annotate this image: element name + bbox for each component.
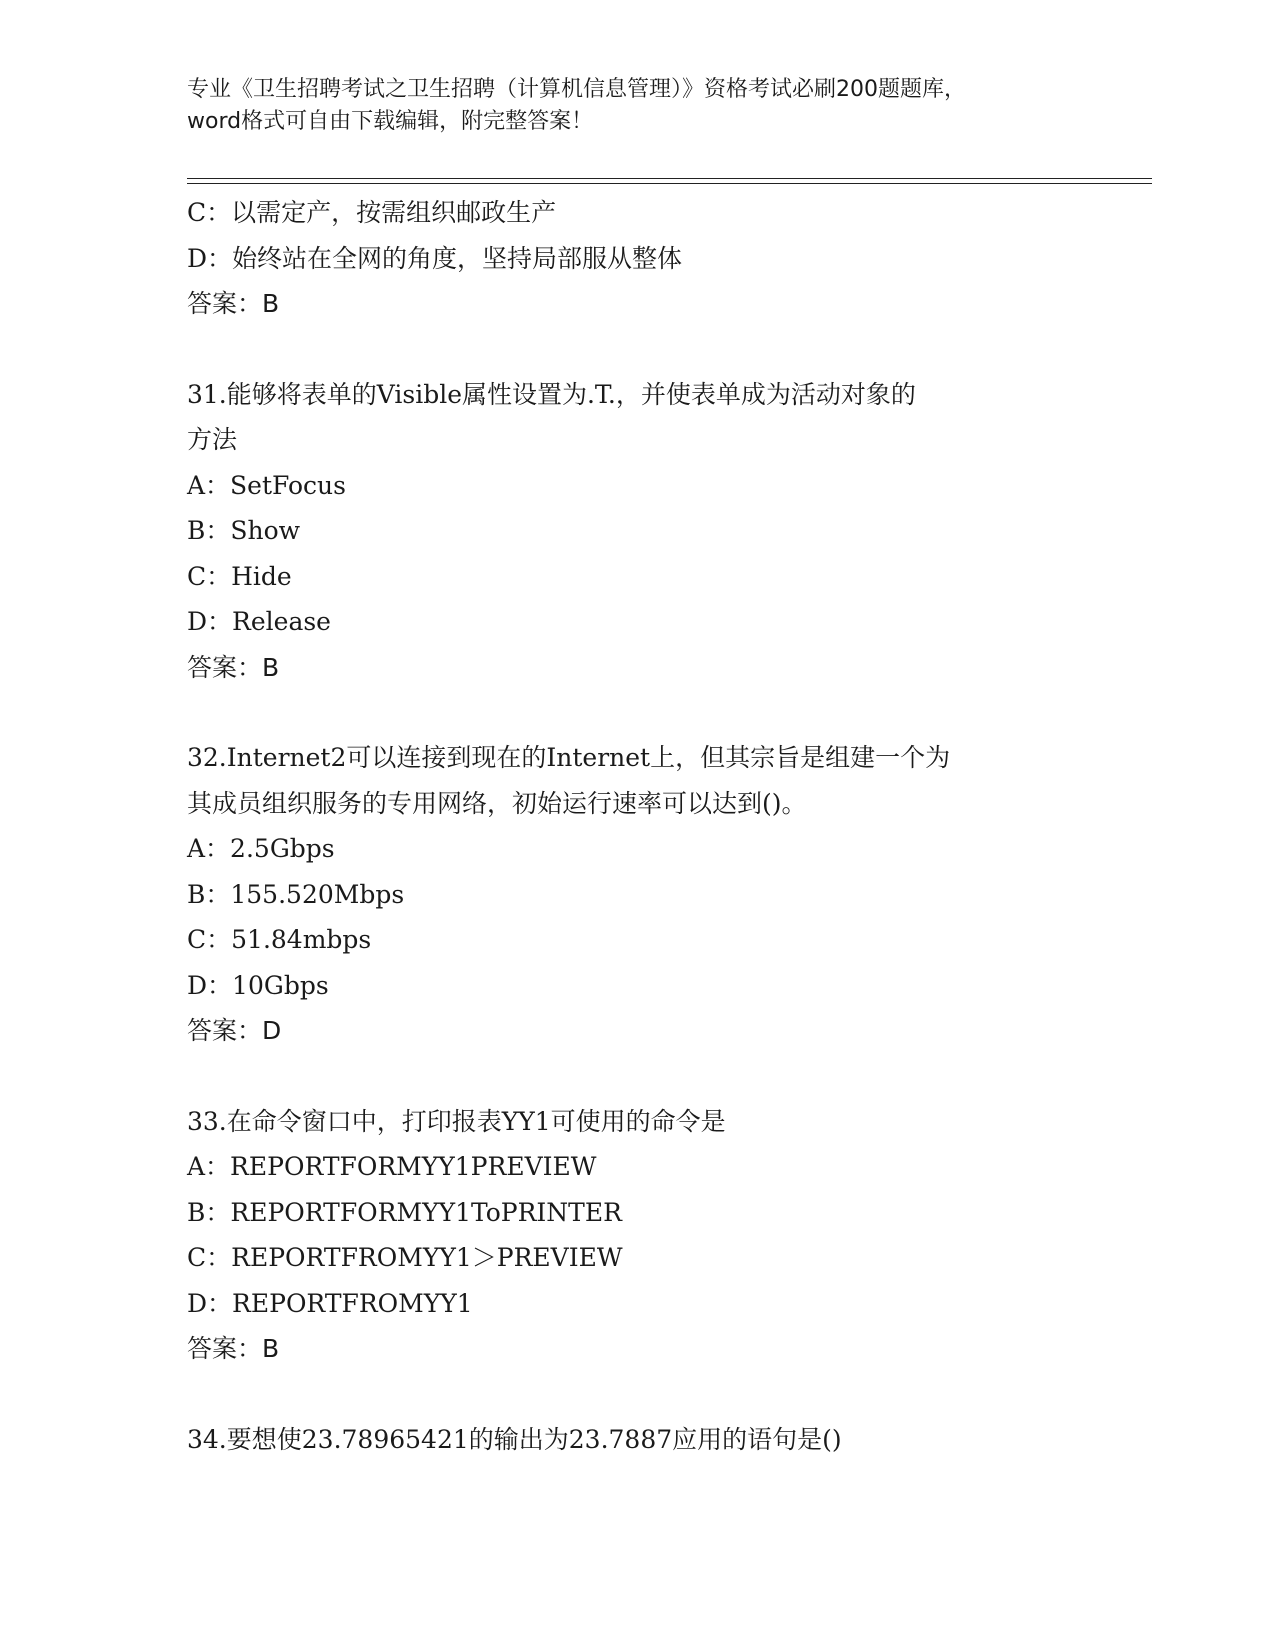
header-title-line-2: word格式可自由下载编辑，附完整答案！ (187, 109, 594, 134)
option-c: C：51.84mbps (187, 925, 372, 954)
answer-line: 答案：B (187, 1334, 280, 1363)
answer-line: 答案：B (187, 289, 280, 318)
option-a: A：SetFocus (187, 470, 346, 500)
option-c: C：以需定产，按需组织邮政生产 (187, 198, 557, 227)
question-stem-line: 方法 (187, 425, 238, 454)
question-33 (187, 1099, 1087, 1372)
answer-line: 答案：D (187, 1016, 282, 1045)
question-stem-line: 33.在命令窗口中，打印报表YY1可使用的命令是 (187, 1106, 726, 1136)
option-b: B：Show (187, 516, 301, 545)
option-b: B：REPORTFORMYY1ToPRINTER (187, 1197, 622, 1227)
option-d: D：始终站在全网的角度，坚持局部服从整体 (187, 243, 683, 273)
option-c: C：REPORTFROMYY1＞PREVIEW (187, 1243, 623, 1272)
question-gap (187, 1372, 1087, 1417)
option-c: C：Hide (187, 561, 292, 591)
question-gap (187, 1054, 1087, 1099)
header-divider-top (187, 178, 1152, 179)
answer-line: 答案：B (187, 652, 280, 682)
option-d: D：REPORTFROMYY1 (187, 1288, 473, 1318)
option-d: D：Release (187, 607, 331, 636)
question-stem-line: 31.能够将表单的Visible属性设置为.T.，并使表单成为活动对象的 (187, 379, 916, 409)
question-stem-line: 34.要想使23.78965421的输出为23.7887应用的语句是() (187, 1424, 842, 1454)
question-31 (187, 372, 1087, 691)
option-a: A：2.5Gbps (187, 834, 335, 863)
question-stem-line: 其成员组织服务的专用网络，初始运行速率可以达到()。 (187, 788, 807, 818)
question-34 (187, 1417, 1087, 1463)
question-gap (187, 690, 1087, 735)
question-gap (187, 327, 1087, 372)
document-header (187, 74, 1087, 138)
option-b: B：155.520Mbps (187, 879, 405, 909)
question-30-continued (187, 190, 1087, 327)
question-list (187, 190, 1087, 1462)
header-divider-bottom (187, 183, 1152, 184)
question-stem-line: 32.Internet2可以连接到现在的Internet上，但其宗旨是组建一个为 (187, 743, 951, 772)
question-32 (187, 735, 1087, 1054)
option-d: D：10Gbps (187, 970, 329, 1000)
header-title-line-1: 专业《卫生招聘考试之卫生招聘（计算机信息管理）》资格考试必刷200题题库， (187, 77, 966, 102)
option-a: A：REPORTFORMYY1PREVIEW (187, 1152, 597, 1181)
